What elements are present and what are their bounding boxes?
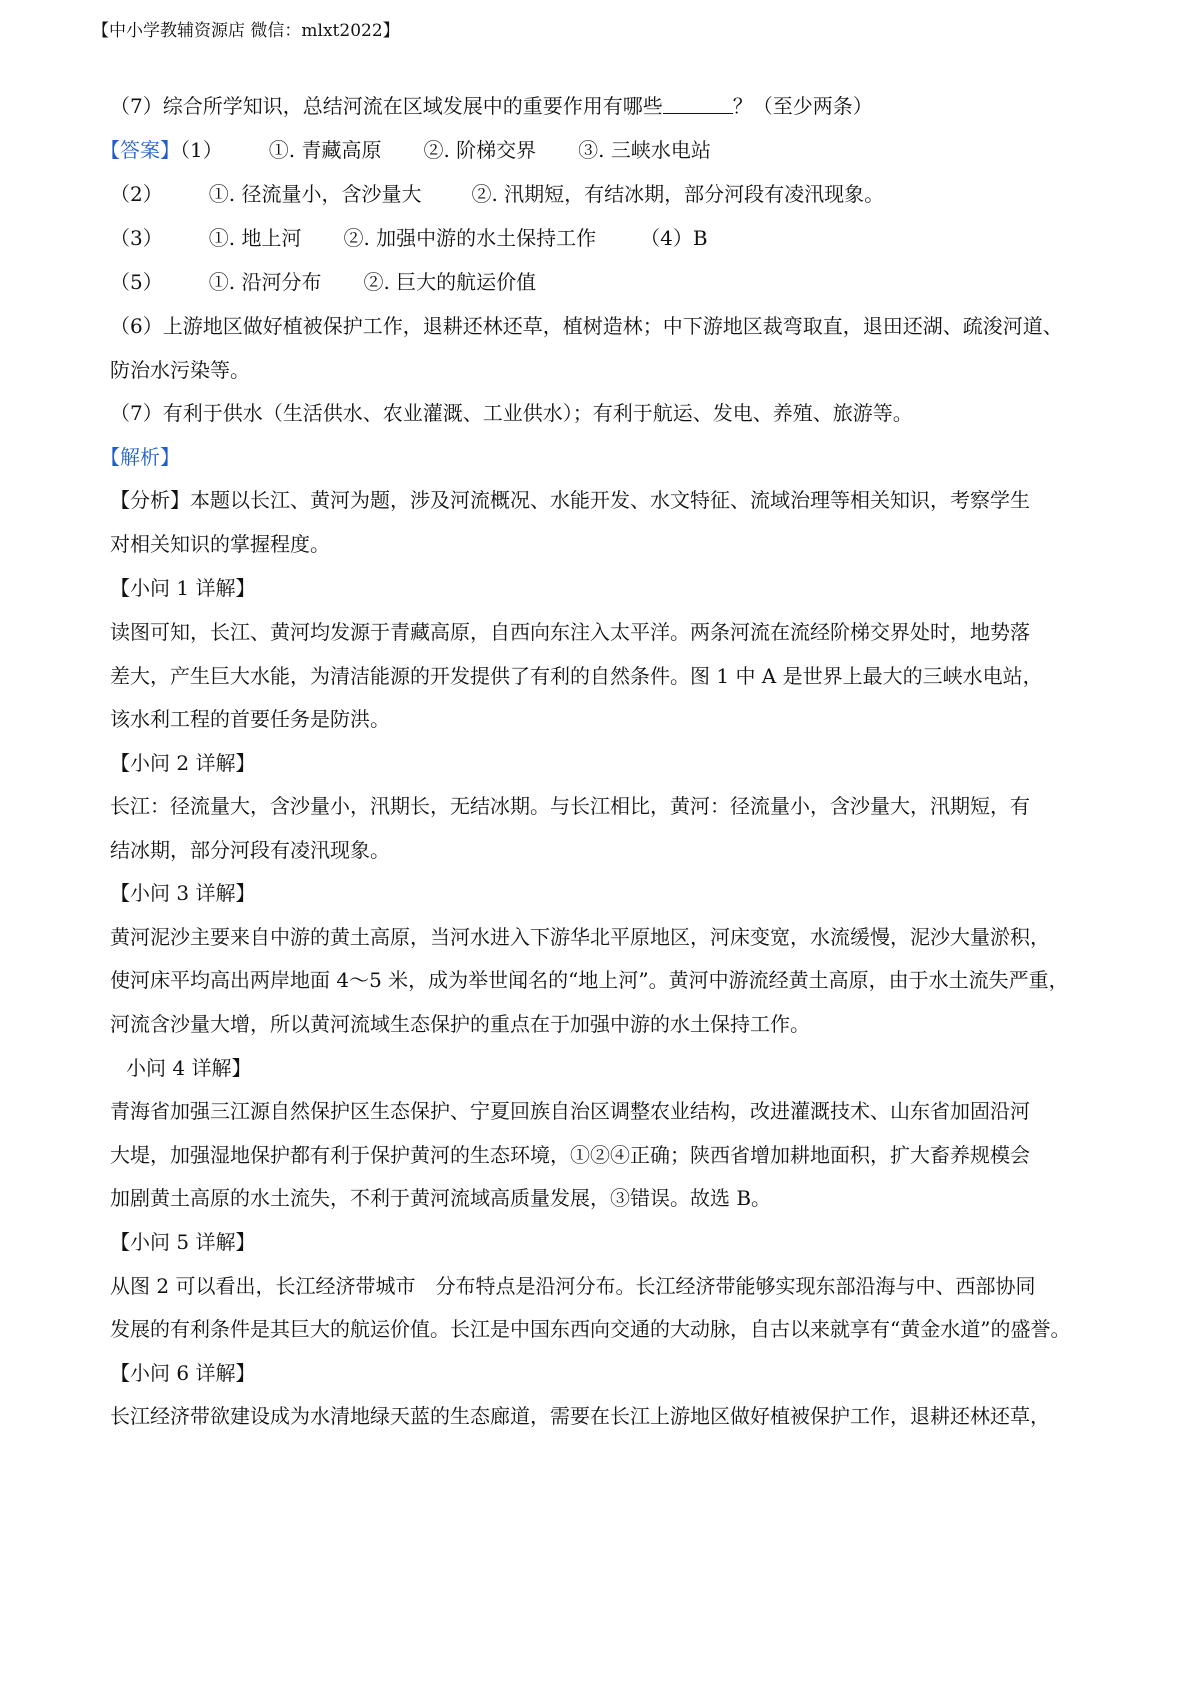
answer-line-1 xyxy=(100,136,711,164)
answer-q4: （4）B xyxy=(640,226,708,250)
question-7-suffix: ？（至少两条） xyxy=(732,94,873,118)
answer-q2-num: （2） xyxy=(110,182,163,206)
answer-q5-num: （5） xyxy=(110,270,163,294)
answer-q5-item: ①. 沿河分布 xyxy=(208,270,322,294)
answer-q1-item: ③. 三峡水电站 xyxy=(578,138,711,162)
answer-q3-item: ①. 地上河 xyxy=(208,226,302,250)
answer-q1-item: ①. 青藏高原 xyxy=(268,138,382,162)
answer-q2-item: ①. 径流量小，含沙量大 xyxy=(208,182,422,206)
detail-heading: 【小问 1 详解】 xyxy=(110,576,256,600)
detail-line: 差大，产生巨大水能，为清洁能源的开发提供了有利的自然条件。图 1 中 A 是世界上最大的三峡水电站， xyxy=(110,664,1043,688)
answer-q2-item: ②. 汛期短，有结冰期，部分河段有凌汛现象。 xyxy=(471,182,885,206)
detail-line: 发展的有利条件是其巨大的航运价值。长江是中国东西向交通的大动脉，自古以来就享有“黄金水道”的盛誉。 xyxy=(110,1317,1071,1341)
detail-line: 黄河泥沙主要来自中游的黄土高原，当河水进入下游华北平原地区，河床变宽，水流缓慢，泥沙大量淤积， xyxy=(110,925,1050,949)
detail-heading: 【小问 5 详解】 xyxy=(110,1230,256,1254)
answer-q1-num: （1） xyxy=(180,138,223,162)
answer-q7-line: （7）有利于供水（生活供水、农业灌溉、工业供水）；有利于航运、发电、养殖、旅游等。 xyxy=(110,401,913,425)
answer-label: 【答案】 xyxy=(100,138,180,162)
question-7-prefix: （7）综合所学知识，总结河流在区域发展中的重要作用有哪些 xyxy=(110,94,663,118)
answer-q1-item: ②. 阶梯交界 xyxy=(423,138,537,162)
detail-line: 长江经济带欲建设成为水清地绿天蓝的生态廊道，需要在长江上游地区做好植被保护工作，退耕还林还草， xyxy=(110,1404,1050,1428)
detail-heading: 【小问 6 详解】 xyxy=(110,1361,256,1385)
detail-line: 长江：径流量大，含沙量小，汛期长，无结冰期。与长江相比，黄河：径流量小，含沙量大，汛期短，有 xyxy=(110,794,1030,818)
detail-line: 读图可知，长江、黄河均发源于青藏高原，自西向东注入太平洋。两条河流在流经阶梯交界处时，地势落 xyxy=(110,620,1030,644)
detail-line: 该水利工程的首要任务是防洪。 xyxy=(110,707,390,731)
page-header: 【中小学教辅资源店 微信：mlxt2022】 xyxy=(92,21,400,41)
answer-blank xyxy=(663,95,733,114)
answer-q6-line: 防治水污染等。 xyxy=(110,358,250,382)
answer-q5-item: ②. 巨大的航运价值 xyxy=(363,270,537,294)
answer-q3-num: （3） xyxy=(110,226,163,250)
detail-heading: 【小问 3 详解】 xyxy=(110,881,256,905)
detail-line: 从图 2 可以看出，长江经济带城市 分布特点是沿河分布。长江经济带能够实现东部沿海与中、西部协同 xyxy=(110,1274,1036,1298)
analysis-label: 【解析】 xyxy=(100,445,180,469)
analysis-summary-line: 【分析】本题以长江、黄河为题，涉及河流概况、水能开发、水文特征、流域治理等相关知识，考察学生 xyxy=(110,488,1030,512)
detail-line: 结冰期，部分河段有凌汛现象。 xyxy=(110,838,390,862)
answer-line-4 xyxy=(110,268,536,296)
answer-q3-item: ②. 加强中游的水土保持工作 xyxy=(343,226,597,250)
detail-line: 河流含沙量大增，所以黄河流域生态保护的重点在于加强中游的水土保持工作。 xyxy=(110,1012,810,1036)
detail-line: 大堤，加强湿地保护都有利于保护黄河的生态环境，①②④正确；陕西省增加耕地面积，扩大畜养规模会 xyxy=(110,1143,1030,1167)
detail-line: 加剧黄土高原的水土流失，不利于黄河流域高质量发展，③错误。故选 B。 xyxy=(110,1186,772,1210)
analysis-summary-line: 对相关知识的掌握程度。 xyxy=(110,532,330,556)
answer-line-2 xyxy=(110,180,884,208)
detail-line: 使河床平均高出两岸地面 4～5 米，成为举世闻名的“地上河”。黄河中游流经黄土高原，由于水土流失严重， xyxy=(110,968,1069,992)
answer-q6-line: （6）上游地区做好植被保护工作，退耕还林还草，植树造林；中下游地区裁弯取直，退田还湖、疏浚河道、 xyxy=(110,314,1063,338)
detail-heading: 小问 4 详解】 xyxy=(126,1056,252,1080)
detail-line: 青海省加强三江源自然保护区生态保护、宁夏回族自治区调整农业结构，改进灌溉技术、山东省加固沿河 xyxy=(110,1099,1030,1123)
answer-line-3 xyxy=(110,224,708,252)
detail-heading: 【小问 2 详解】 xyxy=(110,751,256,775)
question-7 xyxy=(110,92,873,120)
